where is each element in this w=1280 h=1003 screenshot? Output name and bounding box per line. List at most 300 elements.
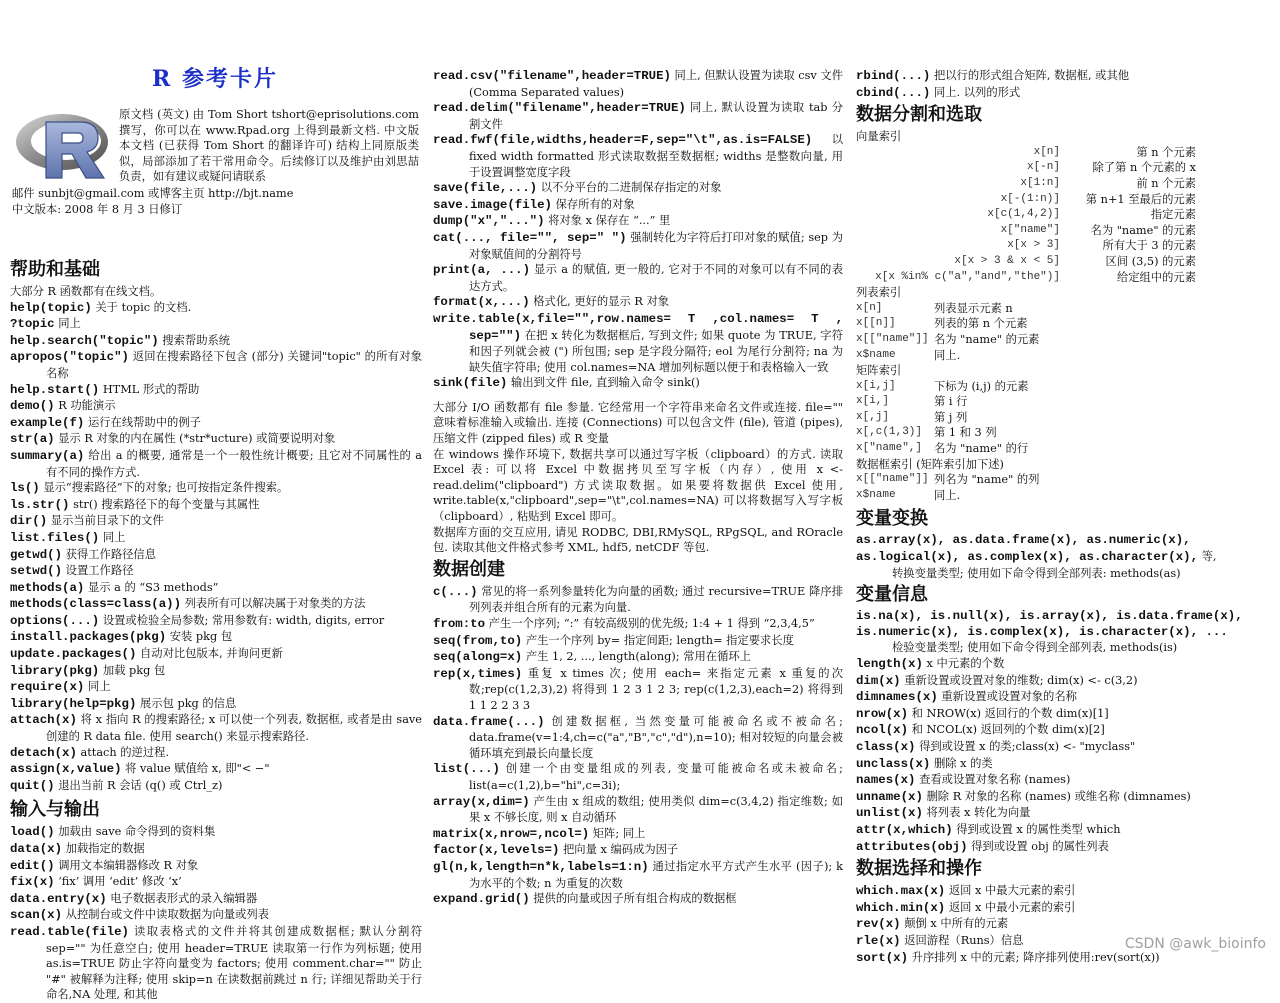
index-row: [856, 176, 1196, 192]
section-heading-help: 帮助和基础: [10, 259, 100, 280]
command-description: 常见的将一系列参量转化为向量的函数; 通过 recursive=TRUE 降序排列列表并组合所有的元素为向量.: [469, 584, 843, 615]
command-name: read.delim("filename",header=TRUE): [433, 101, 686, 116]
command-name: cat(..., file="", sep=" "): [433, 230, 627, 245]
command-description: 显示“搜索路径”下的对象; 也可按指定条件搜索。: [39, 481, 289, 495]
index-row: [856, 425, 1196, 441]
command-entry: [433, 842, 843, 859]
command-name: seq(along=x): [433, 650, 523, 665]
command-description: 创建数据框, 当然变量可能被命名或不被命名; data.frame(v=1:4,ch=c("a","B","c","d"),n=10); 相对较短的向量会被循环填充到最长向量长度: [469, 714, 843, 760]
command-description: 自动对比包版本, 并询问更新: [136, 647, 283, 661]
command-description: 以 fixed width formatted 形式读取数据至数据框; widths 是整数向量, 用于设置调整宽度字段: [469, 133, 843, 179]
info-line-1: is.na(x), is.null(x), is.array(x), is.data.frame(x),: [856, 609, 1243, 624]
command-name: str(a): [10, 432, 55, 447]
command-name: save(file,...): [433, 181, 538, 196]
command-name: detach(x): [10, 745, 77, 760]
command-description: 安装 pkg 包: [166, 630, 233, 644]
command-entry: [10, 696, 422, 713]
command-entry: [433, 68, 843, 100]
command-description: 产生一个序列; “:” 有较高级别的优先级; 1:4 + 1 得到 “2,3,4,5”: [485, 617, 815, 630]
command-description: 以不分平台的二进制保存指定的对象: [537, 181, 722, 195]
index-code: x[-n]: [1026, 161, 1060, 174]
command-description: 运行在线帮助中的例子: [84, 415, 201, 429]
command-entry: [433, 826, 843, 843]
command-name: rbind(...): [856, 69, 931, 83]
command-description: 在把 x 转化为数据框后, 写到文件; 如果 quote 为 TRUE, 字符和因子列就会被 (") 所包围; sep 是字段分隔符; eol 为尾行分割符; na 为缺失值字符串; 使用 col.names=NA 增加列标题以便于和表格输入一致: [469, 328, 843, 374]
command-entry: [433, 294, 843, 311]
command-description: 加载 pkg 包: [99, 663, 166, 677]
command-description: 产生由 x 组成的数组; 使用类似 dim=c(3,4,2) 指定维数; 如果 x 不够长度, 则 x 自动循环: [469, 794, 843, 825]
command-entry: [10, 530, 422, 547]
command-name: unlist(x): [856, 806, 923, 821]
index-desc: 同上.: [934, 348, 961, 362]
command-name: summary(a): [10, 448, 85, 463]
convert-line-2: as.logical(x), as.complex(x), as.character(x),: [856, 550, 1199, 565]
df-index-table: [856, 472, 1196, 503]
command-name: which.max(x): [856, 884, 946, 899]
command-entry: [856, 68, 1272, 85]
command-name: read.csv("filename",header=TRUE): [433, 69, 671, 83]
command-name: seq(from,to): [433, 633, 523, 648]
command-description: 获得工作路径信息: [62, 547, 157, 561]
vector-index-label: 向量索引: [856, 130, 902, 144]
command-name: length(x): [856, 657, 923, 671]
command-description: 列表所有可以解决属于对象类的方法: [181, 597, 366, 611]
info-line-2: is.numeric(x), is.complex(x), is.character(x), ...: [856, 624, 1228, 639]
command-name: getwd(): [10, 547, 63, 562]
index-desc: 列表的第 n 个元素: [934, 317, 1028, 331]
command-name: rep(x,times): [433, 666, 523, 681]
command-description: 从控制台或文件中读取数据为向量或列表: [62, 908, 269, 922]
command-description: 查看或设置对象名称 (names): [915, 773, 1071, 787]
command-description: 产生一个序列 by= 指定间距; length= 指定要求长度: [522, 633, 794, 647]
command-entry: [433, 616, 843, 633]
list-index-table: [856, 301, 1196, 363]
info-desc: 检验变量类型; 使用如下命令得到全部列表, methods(is): [892, 641, 1178, 655]
command-entry: [433, 714, 843, 762]
command-description: 产生 1, 2, ..., length(along); 常用在循环上: [522, 650, 751, 664]
command-entry: [10, 891, 422, 908]
index-desc: 名为 "name" 的行: [934, 442, 1029, 456]
section-heading-convert: 变量变换: [856, 508, 928, 530]
command-name: require(x): [10, 680, 85, 695]
command-name: ls.str(): [10, 497, 70, 512]
command-entry: [10, 580, 422, 597]
command-description: 同上, 但默认设置为读取 csv 文件 (Comma Separated values): [469, 69, 843, 99]
command-name: dump("x","..."): [433, 214, 545, 229]
command-entry: [433, 180, 843, 197]
index-desc: 同上.: [934, 488, 961, 502]
command-name: rev(x): [856, 917, 901, 932]
command-name: list(...): [433, 762, 500, 777]
column-1: [10, 256, 422, 1003]
command-entry: [856, 916, 1272, 933]
index-desc: 列名为 "name" 的列: [934, 473, 1040, 487]
command-entry: [856, 772, 1272, 789]
command-name: options(...): [10, 613, 100, 628]
command-name: nrow(x): [856, 706, 909, 721]
note-paragraph: 大部分 I/O 函数都有 file 参量. 它经常用一个字符串来命名文件或连接. file="" 意味着标准输入或输出. 连接 (Connections) 可以包含文件 (file), 管道 (pipes), 压缩文件 (zipped files) 或 R 变量: [433, 400, 843, 446]
section-heading-select: 数据选择和操作: [856, 858, 982, 880]
index-row: [856, 270, 1196, 286]
index-desc: 区间 (3,5) 的元素: [1105, 254, 1196, 268]
command-name: c(...): [433, 584, 478, 599]
command-entry: [433, 666, 843, 714]
command-name: print(a, ...): [433, 263, 531, 278]
create-list-continued: [856, 68, 1272, 101]
command-entry: [10, 448, 422, 480]
df-index-label: 数据框索引 (矩阵索引加下述): [856, 457, 1004, 471]
command-name: ncol(x): [856, 723, 909, 738]
command-entry: [10, 824, 422, 841]
index-row: [856, 472, 1196, 488]
command-entry: [10, 613, 422, 630]
command-name: apropos("topic"): [10, 350, 129, 365]
command-description: 将 value 赋值给 x, 即"< −": [121, 762, 270, 776]
command-name: library(pkg): [10, 663, 100, 678]
command-name: ?topic: [10, 317, 55, 332]
command-name: attach(x): [10, 713, 77, 728]
command-description: 读取表格式的文件并将其创建成数据框; 默认分割符 sep="" 为任意空白; 使用 header=TRUE 读取第一行作为列标题; 使用 as.is=TRUE 防止字符向量变为 factors; 使用 comment.char="" 防止 "#" 被解释为注释; 使用 skip=n 在读数据前跳过 n 行; 详细见帮助关于行命名,NA 处理, 和其他: [46, 924, 422, 1002]
command-entry: [10, 349, 422, 381]
command-entry: [10, 858, 422, 875]
convert-line-1: as.array(x), as.data.frame(x), as.numeric(x),: [856, 533, 1191, 548]
index-row: [856, 441, 1196, 457]
index-desc: 第 n+1 至最后的元素: [1085, 192, 1196, 206]
io-notes: [433, 400, 843, 556]
index-desc: 名为 "name" 的元素: [934, 332, 1040, 346]
index-code: x[i,j]: [856, 379, 896, 392]
command-entry: [10, 778, 422, 795]
index-code: x["name",]: [856, 442, 923, 455]
section-heading-create: 数据创建: [433, 558, 505, 580]
command-name: fix(x): [10, 875, 55, 890]
command-name: names(x): [856, 773, 916, 788]
command-description: R 功能演示: [54, 399, 116, 413]
command-description: 显示 R 对象的内在属性 (*str*ucture) 或简要说明对象: [54, 432, 336, 446]
command-description: 返回游程（Runs）信息: [900, 933, 1024, 947]
command-entry: [433, 891, 843, 908]
command-entry: [10, 712, 422, 744]
command-name: quit(): [10, 778, 55, 793]
index-row: [856, 207, 1196, 223]
index-code: x[c(1,4,2)]: [987, 208, 1060, 221]
command-description: 把向量 x 编码成为因子: [559, 843, 679, 857]
command-description: 删除 x 的类: [930, 756, 993, 770]
index-desc: 名为 "name" 的元素: [1090, 223, 1196, 237]
index-desc: 第 n 个元素: [1136, 145, 1196, 159]
command-entry: [856, 706, 1272, 723]
index-desc: 所有大于 3 的元素: [1102, 239, 1196, 253]
command-entry: [10, 663, 422, 680]
command-name: dimnames(x): [856, 690, 938, 705]
index-row: [856, 488, 1196, 504]
r-logo-icon: [12, 108, 120, 182]
index-code: x[x > 3 & x < 5]: [954, 254, 1060, 267]
command-description: attach 的逆过程.: [76, 745, 170, 759]
watermark: CSDN @awk_bioinfo: [1124, 936, 1266, 952]
command-description: 退出当前 R 会话 (q() 或 Ctrl_z): [54, 778, 223, 792]
command-entry: [10, 563, 422, 580]
index-row: [856, 379, 1196, 395]
command-name: sink(file): [433, 376, 508, 391]
command-name: dim(x): [856, 673, 901, 688]
command-description: 通过指定水平方式产生水平 (因子); k 为水平的个数; n 为重复的次数: [469, 859, 843, 890]
command-description: 同上: [99, 530, 126, 544]
index-desc: 除了第 n 个元素的 x: [1092, 161, 1196, 175]
command-description: HTML 形式的帮助: [99, 382, 200, 396]
convert-desc: 转换变量类型; 使用如下命令得到全部列表: methods(as): [892, 566, 1181, 580]
index-code: x$name: [856, 348, 896, 361]
index-desc: 下标为 (i,j) 的元素: [934, 379, 1029, 393]
command-entry: [856, 656, 1272, 673]
command-entry: [10, 646, 422, 663]
index-row: [856, 316, 1196, 332]
command-entry: [856, 722, 1272, 739]
command-description: 设置或检验全局参数; 常用参数有: width, digits, error: [99, 613, 385, 627]
command-name: rle(x): [856, 933, 901, 948]
index-row: [856, 192, 1196, 208]
command-description: 提供的向量或因子所有组合构成的数据框: [529, 892, 737, 906]
command-name: methods(class=class(a)): [10, 597, 182, 612]
command-name: data(x): [10, 842, 63, 856]
index-code: x[x > 3]: [1007, 239, 1060, 252]
column-3: [856, 68, 1272, 966]
command-description: 格式化, 更好的显示 R 对象: [529, 295, 670, 309]
command-description: 同上. 以列的形式: [930, 85, 1021, 99]
command-entry: [10, 907, 422, 924]
command-description: 设置工作路径: [62, 564, 134, 578]
index-code: x[n]: [1033, 145, 1060, 158]
command-entry: [433, 230, 843, 262]
command-name: expand.grid(): [433, 892, 530, 907]
command-entry: [856, 883, 1272, 900]
command-entry: [10, 745, 422, 762]
command-description: 得到或设置 x 的属性类型 which: [952, 822, 1121, 836]
command-description: 和 NROW(x) 返回行的个数 dim(x)[1]: [908, 706, 1109, 720]
command-name: sort(x): [856, 950, 909, 965]
command-entry: [433, 375, 843, 392]
command-entry: [10, 316, 422, 333]
command-entry: [433, 761, 843, 793]
command-description: 加载由 save 命令得到的资料集: [54, 825, 216, 839]
command-entry: [10, 480, 422, 497]
command-description: ‘fix’ 调用 ‘edit’ 修改 ‘x’: [54, 875, 182, 889]
index-code: x[,j]: [856, 410, 890, 423]
command-name: class(x): [856, 739, 916, 754]
command-entry: [856, 900, 1272, 917]
intro-contact: 邮件 sunbjt@gmail.com 或博客主页 http://bjt.name: [12, 187, 294, 200]
command-name: gl(n,k,length=n*k,labels=1:n): [433, 859, 649, 874]
command-name: scan(x): [10, 908, 63, 923]
command-description: 显示 a 的赋值, 更一般的, 它对于不同的对象可以有不同的表达方式。: [469, 263, 844, 293]
command-entry: [10, 679, 422, 696]
command-description: 把以行的形式组合矩阵, 数据框, 或其他: [930, 69, 1130, 82]
command-name: save.image(file): [433, 197, 552, 212]
index-desc: 给定组中的元素: [1116, 270, 1196, 284]
command-entry: [856, 839, 1272, 856]
command-description: 同上: [84, 680, 111, 694]
command-description: 显示 a 的 “S3 methods”: [84, 580, 219, 594]
command-entry: [433, 649, 843, 666]
command-entry: [856, 689, 1272, 706]
note-paragraph: 在 windows 操作环境下, 数据共享可以通过写字板（clipboard）的方式. 读取 Excel 表: 可以将 Excel 中数据拷贝至写字板（内存）, 使用 x <- read.delim("clipboard") 方式读取数据。如果要将数据供 Excel 使用, write.table(x,"clipboard",sep="\t",col.names=NA) 可以将数据写入写字板（clipboard）, 粘贴到 Excel 即可。: [433, 447, 843, 524]
command-description: 给出 a 的概要, 通常是一个一般性统计概要; 且它对不同属性的 a 有不同的操作方式.: [46, 448, 422, 479]
command-description: 得到或设置 x 的类;class(x) <- "myclass": [915, 739, 1136, 753]
list-index-label: 列表索引: [856, 286, 902, 300]
command-entry: [856, 756, 1272, 773]
command-name: read.table(file): [10, 924, 129, 939]
command-name: dir(): [10, 514, 48, 529]
command-entry: [856, 673, 1272, 690]
index-code: x[["name"]]: [856, 332, 929, 345]
command-name: edit(): [10, 858, 55, 873]
command-entry: [856, 789, 1272, 806]
create-list: [433, 584, 843, 908]
command-description: 颠倒 x 中所有的元素: [900, 917, 1009, 931]
intro-paragraph: 原文档 (英文) 由 Tom Short tshort@eprisolutions.com 撰写，你可以在 www.Rpad.org 上得到最新文档. 中文版本文档 (已获得 Tom Short 的翻译许可) 结构上同原版类似，局部添加了若干常用命令。后续修订以及维护由刘思喆负责，如有建议或疑问请联系: [119, 108, 419, 184]
command-description: 调用文本编辑器修改 R 对象: [54, 858, 199, 872]
io-list-continued: [433, 68, 843, 392]
command-name: attr(x,which): [856, 822, 953, 837]
command-entry: [856, 85, 1272, 102]
index-code: x$name: [856, 488, 896, 501]
command-name: library(help=pkg): [10, 696, 137, 711]
command-description: 和 NCOL(x) 返回列的个数 dim(x)[2]: [908, 723, 1105, 737]
vector-index-table: [856, 145, 1196, 285]
info-list: [856, 656, 1272, 855]
command-name: which.min(x): [856, 900, 946, 915]
command-description: 保存所有的对象: [551, 197, 635, 211]
command-name: update.packages(): [10, 647, 137, 662]
command-name: attributes(obj): [856, 839, 968, 854]
index-row: [856, 410, 1196, 426]
command-description: 返回 x 中最大元素的索引: [945, 884, 1076, 898]
command-name: unname(x): [856, 789, 923, 804]
command-description: 重复 x times 次; 使用 each= 来指定元素 x 重复的次数;rep(c(1,2,3),2) 将得到 1 2 3 1 2 3; rep(c(1,2,3),each=2) 将得到 1 1 2 2 3 3: [469, 666, 843, 712]
command-entry: [856, 805, 1272, 822]
index-code: x[i,]: [856, 395, 890, 408]
command-description: 返回在搜索路径下包含 (部分) 关键词"topic" 的所有对象名称: [46, 350, 422, 380]
help-lead: 大部分 R 函数都有在线文档。: [10, 285, 162, 298]
index-desc: 第 j 列: [934, 410, 968, 424]
command-entry: [433, 262, 843, 294]
index-code: x[-(1:n)]: [1000, 192, 1060, 205]
select-list: [856, 883, 1272, 966]
index-code: x[,c(1,3)]: [856, 426, 923, 439]
matrix-index-table: [856, 379, 1196, 457]
command-entry: [433, 100, 843, 132]
index-desc: 列表显示元素 n: [934, 301, 1013, 315]
command-name: demo(): [10, 399, 55, 414]
command-entry: [10, 513, 422, 530]
command-name: methods(a): [10, 580, 85, 595]
command-entry: [433, 132, 843, 180]
index-desc: 第 1 和 3 列: [934, 426, 997, 440]
command-entry: [10, 841, 422, 858]
command-entry: [433, 197, 843, 214]
command-entry: [10, 924, 422, 1003]
command-entry: [433, 794, 843, 826]
command-name: from:to: [433, 617, 486, 631]
command-entry: [10, 431, 422, 448]
index-row: [856, 301, 1196, 317]
command-entry: [10, 629, 422, 646]
command-entry: [433, 311, 843, 375]
command-entry: [10, 333, 422, 350]
command-name: array(x,dim=): [433, 794, 530, 809]
command-name: factor(x,levels=): [433, 843, 560, 858]
command-description: 同上, 默认设置为读取 tab 分割文件: [469, 101, 843, 131]
command-description: 将对象 x 保存在 “...” 里: [544, 214, 671, 228]
command-description: 删除 R 对象的名称 (names) 或维名称 (dimnames): [922, 789, 1191, 803]
index-row: [856, 254, 1196, 270]
command-description: 搜索帮助系统: [158, 333, 231, 347]
command-name: help(topic): [10, 300, 92, 315]
command-description: x 中元素的个数: [922, 657, 1005, 670]
command-name: unclass(x): [856, 756, 931, 771]
command-name: read.fwf(file,widths,header=F,sep="\t",as.is=FALSE): [433, 133, 813, 148]
command-entry: [10, 300, 422, 317]
command-description: 将列表 x 转化为向量: [922, 806, 1031, 820]
command-name: list.files(): [10, 530, 100, 545]
index-code: x[1:n]: [1020, 176, 1060, 189]
command-entry: [856, 739, 1272, 756]
command-name: help.search("topic"): [10, 333, 159, 348]
section-heading-info: 变量信息: [856, 584, 928, 606]
command-description: 返回 x 中最小元素的索引: [945, 900, 1076, 914]
index-code: x[[n]]: [856, 317, 896, 330]
note-paragraph: 数据库方面的交互应用, 请见 RODBC, DBI,RMySQL, RPgSQL, and ROracle 包. 读取其他文件格式参考 XML, hdf5, netCDF 等包.: [433, 525, 843, 555]
index-code: x[["name"]]: [856, 473, 929, 486]
command-entry: [10, 874, 422, 891]
command-name: load(): [10, 825, 55, 840]
command-entry: [433, 633, 843, 650]
index-desc: 指定元素: [1150, 208, 1196, 222]
command-entry: [10, 596, 422, 613]
index-code: x[n]: [856, 301, 883, 314]
command-description: 关于 topic 的文档.: [91, 300, 192, 314]
index-desc: 第 i 行: [934, 395, 968, 409]
command-name: assign(x,value): [10, 762, 122, 777]
command-description: 电子数据表形式的录入编辑器: [106, 891, 258, 905]
command-description: 重新设置或设置对象的名称: [937, 690, 1077, 704]
index-code: x[x %in% c("a","and","the")]: [875, 270, 1060, 283]
index-desc: 前 n 个元素: [1136, 176, 1196, 190]
index-code: x["name"]: [1000, 223, 1060, 236]
help-list: [10, 300, 422, 795]
command-entry: [433, 584, 843, 616]
command-description: 显示当前目录下的文件: [47, 514, 164, 528]
command-entry: [10, 398, 422, 415]
index-row: [856, 238, 1196, 254]
command-name: write.table(x,file="",row.names= T ,col.names= T , sep=""): [433, 311, 843, 343]
command-description: 同上: [54, 317, 81, 331]
convert-line-2-tail: 等,: [1198, 550, 1217, 564]
command-name: data.entry(x): [10, 891, 107, 906]
command-description: 展示包 pkg 的信息: [136, 696, 237, 710]
command-description: 将 x 指向 R 的搜索路径; x 可以使一个列表, 数据框, 或者是由 save 创建的 R data file. 使用 search() 来显示搜索路径.: [46, 713, 422, 744]
io-list: [10, 824, 422, 1003]
command-description: 强制转化为字符后打印对象的赋值; sep 为对象赋值间的分割符号: [469, 230, 844, 261]
intro-version: 中文版本: 2008 年 8 月 3 日修订: [12, 202, 183, 216]
command-description: 创建一个由变量组成的列表, 变量可能被命名或未被命名; list(a=c(1,2),b="hi",c=3i);: [469, 762, 843, 792]
section-heading-slicing: 数据分割和选取: [856, 104, 982, 126]
command-name: matrix(x,nrow=,ncol=): [433, 826, 590, 841]
command-name: format(x,...): [433, 295, 530, 310]
command-entry: [433, 859, 843, 891]
section-heading-io: 输入与输出: [10, 799, 100, 821]
command-description: str() 搜索路径下的每个变量与其属性: [69, 497, 260, 511]
